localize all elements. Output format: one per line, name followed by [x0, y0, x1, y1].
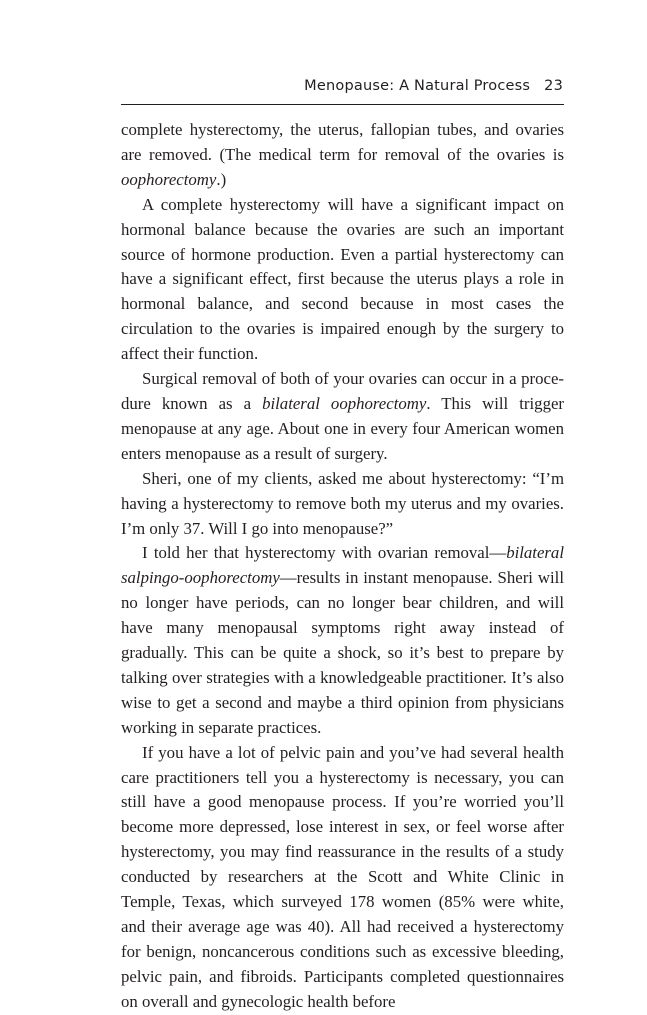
paragraph-3-text-end: . This will trigger menopause at any age. About one in every four American women enters menopause as a result of surgery.: [121, 393, 564, 463]
paragraph-1-text-end: .): [216, 169, 227, 189]
paragraph-5-text: I told her that hysterectomy with ovarian removal—: [142, 543, 507, 563]
running-title: Menopause: A Natural Process: [304, 78, 531, 94]
paragraph-4: Sheri, one of my clients, asked me about hysterectomy: “I’m having a hysterectomy to remove both my uterus and my ovaries. I’m only 37. Will I go into menopause?”: [121, 468, 564, 538]
paragraph-6: If you have a lot of pelvic pain and you’ve had several health care practitioners tell you a hysterectomy is necessary, you can still have a good menopause process. If you’re worried you’ll become more depressed, lose interest in sex, or feel worse after hysterectomy, you may find reassurance in the results of a study conducted by researchers at the Scott and White Clinic in Temple, Texas, which surveyed 178 women (85% were white, and their average age was 40). All had received a hysterectomy for benign, noncancerous conditions such as excessive bleeding, pelvic pain, and fibroids. Participants completed questionnaires on overall and gynecologic health before: [121, 742, 564, 1011]
running-head: [121, 78, 563, 94]
paragraph-5-term: bilateral salpingo-oophorectomy: [121, 543, 564, 588]
paragraph-3: [121, 367, 564, 467]
paragraph-3-term: bilateral oophorectomy: [262, 393, 427, 413]
paragraph-1: [121, 118, 564, 193]
paragraph-1-term: oophorectomy: [121, 169, 217, 189]
paragraph-3-text: Surgical removal of both of your ovaries can occur in a procedure known as a: [121, 369, 564, 413]
paragraph-2: A complete hysterectomy will have a significant impact on hormonal balance because the ovaries are such an important source of hormone production. Even a partial hysterectomy can have a significant effect, first because the uterus plays a role in hormonal balance, and second because in most cases the circulation to the ovaries is impaired enough by the surgery to affect their function.: [121, 194, 564, 364]
paragraph-1-text: complete hysterectomy, the uterus, fallopian tubes, and ovaries are removed. (The medical term for removal of the ovaries is: [121, 120, 564, 164]
paragraph-5: [121, 541, 564, 740]
paragraph-5-text-end: —results in instant menopause. Sheri will no longer have periods, can no longer bear children, and will have many menopausal symptoms right away instead of gradually. This can be quite a shock, so it’s best to prepare by talking over strategies with a knowledgeable practitioner. It’s also wise to get a second and maybe a third opinion from physicians working in separate practices.: [121, 568, 564, 737]
page-number: 23: [544, 78, 563, 94]
body-text: [121, 118, 564, 1015]
header-rule: [121, 104, 564, 105]
